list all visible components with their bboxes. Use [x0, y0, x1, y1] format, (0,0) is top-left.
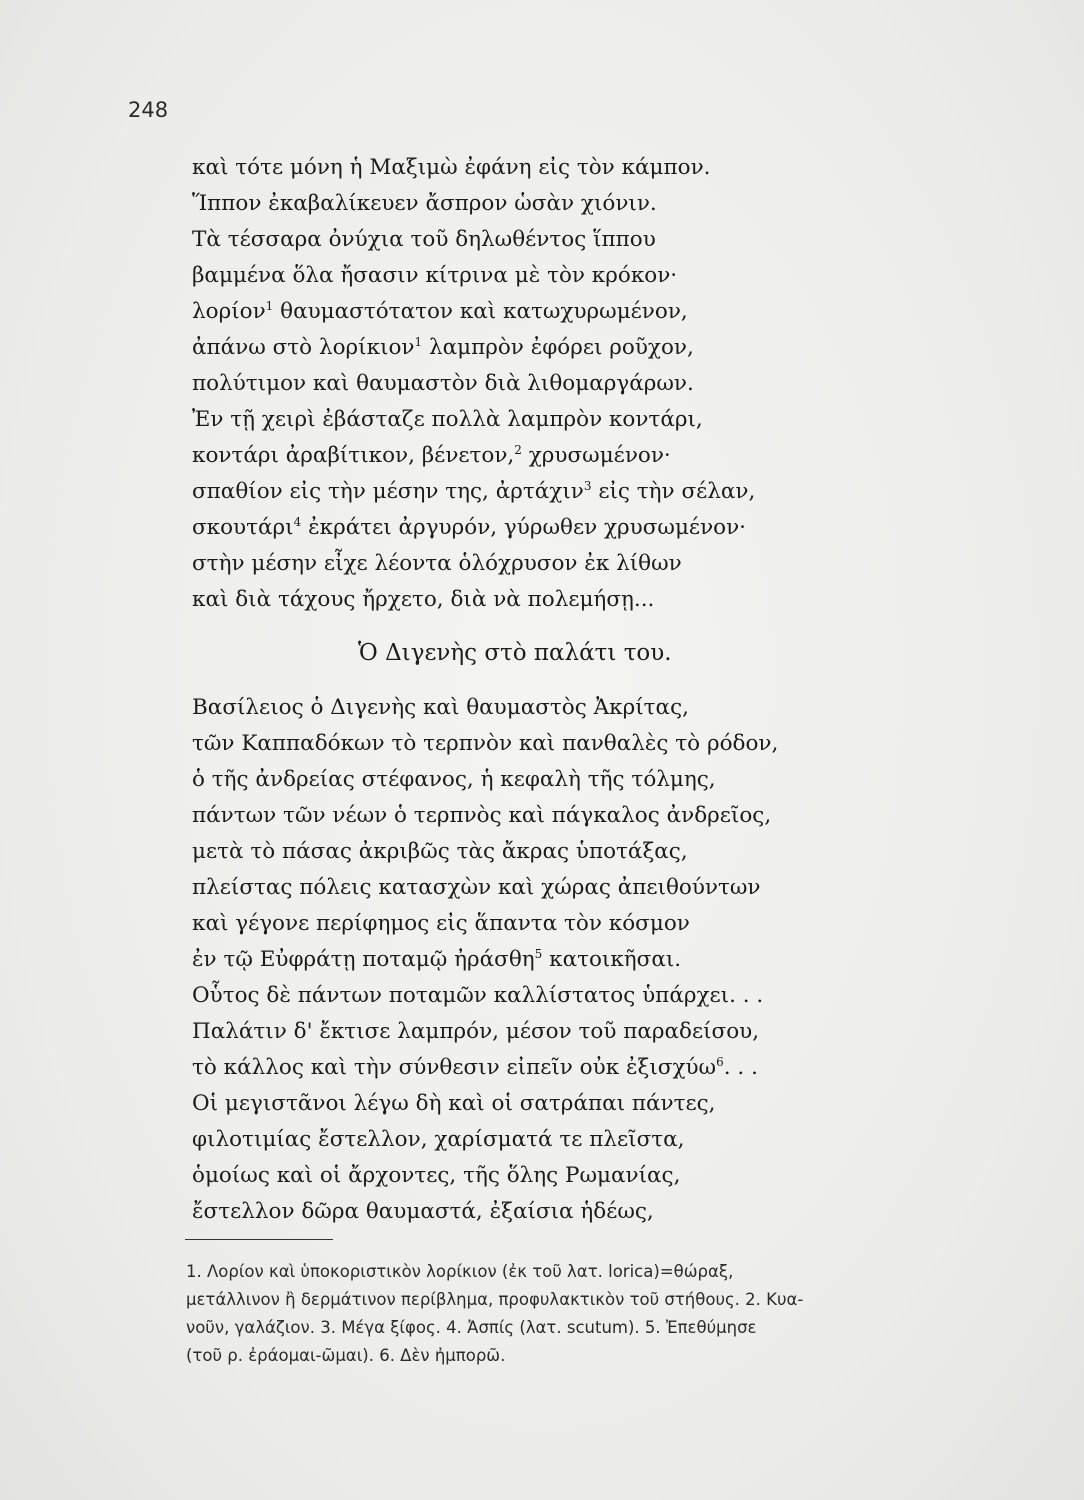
verse-line: ὁμοίως καὶ οἱ ἄρχοντες, τῆς ὅλης Ρωμανίας,: [192, 1163, 681, 1188]
verse-line: σπαθίον εἰς τὴν μέσην της, ἀρτάχιν$^3$ εἰς τὴν σέλαν,: [192, 478, 756, 504]
footnote-line: νοῦν, γαλάζιον. 3. Μέγα ξίφος. 4. Ἀσπίς (λατ. scutum). 5. Ἐπεθύμησε: [186, 1318, 757, 1337]
verse-line: βαμμένα ὅλα ἤσασιν κίτρινα μὲ τὸν κρόκον·: [192, 263, 678, 288]
verse-line: πλείστας πόλεις κατασχὼν καὶ χώρας ἀπειθούντων: [192, 875, 761, 900]
verse-stanza-2: [192, 690, 1012, 1230]
verse-line: Τὰ τέσσαρα ὀνύχια τοῦ δηλωθέντος ἵππου: [192, 227, 656, 252]
verse-line: μετὰ τὸ πάσας ἀκριβῶς τὰς ἄκρας ὑποτάξας,: [192, 839, 688, 864]
verse-line: σκουτάρι$^4$ ἐκράτει ἀργυρόν, γύρωθεν χρυσωμένον·: [192, 514, 746, 540]
verse-line: κοντάρι ἀραβίτικον, βένετον,$^2$ χρυσωμένον·: [192, 442, 671, 468]
footnote-marker: 1: [265, 298, 274, 313]
section-heading: Ὁ Διγενὴς στὸ παλάτι του.: [358, 640, 672, 666]
footnote-marker: 3: [583, 478, 592, 493]
verse-line: φιλοτιμίας ἔστελλον, χαρίσματά τε πλεῖστα,: [192, 1127, 685, 1152]
footnote-marker: 4: [293, 514, 302, 529]
verse-line: πολύτιμον καὶ θαυμαστὸν διὰ λιθομαργάρων.: [192, 371, 694, 396]
verse-line: Οἱ μεγιστᾶνοι λέγω δὴ καὶ οἱ σατράπαι πάντες,: [192, 1091, 716, 1116]
verse-line: στὴν μέσην εἶχε λέοντα ὁλόχρυσον ἐκ λίθων: [192, 551, 682, 576]
verse-line: τῶν Καππαδόκων τὸ τερπνὸν καὶ πανθαλὲς τὸ ρόδον,: [192, 731, 779, 756]
verse-line: Παλάτιν δ' ἔκτισε λαμπρόν, μέσον τοῦ παραδείσου,: [192, 1019, 760, 1044]
footnotes: [186, 1258, 1006, 1370]
verse-line: ὁ τῆς ἀνδρείας στέφανος, ἡ κεφαλὴ τῆς τόλμης,: [192, 767, 716, 792]
footnote-line: 1. Λορίον καὶ ὑποκοριστικὸν λορίκιον (ἐκ τοῦ λατ. lorica)=θώραξ,: [186, 1262, 734, 1281]
footnote-marker: 2: [514, 442, 522, 457]
verse-line: Ἐν τῇ χειρὶ ἐβάσταζε πολλὰ λαμπρὸν κοντάρι,: [192, 407, 703, 432]
verse-line: καὶ διὰ τάχους ἤρχετο, διὰ νὰ πολεμήσῃ...: [192, 587, 655, 612]
footnote-marker: 1: [414, 334, 423, 349]
verse-line: τὸ κάλλος καὶ τὴν σύνθεσιν εἰπεῖν οὐκ ἐξισχύω$^6$. . .: [192, 1054, 758, 1080]
verse-line: Οὗτος δὲ πάντων ποταμῶν καλλίστατος ὑπάρχει. . .: [192, 983, 764, 1008]
verse-line: ἀπάνω στὸ λορίκιον$^1$ λαμπρὸν ἐφόρει ροῦχον,: [192, 334, 694, 360]
footnote-marker: 5: [534, 946, 543, 961]
verse-line: πάντων τῶν νέων ὁ τερπνὸς καὶ πάγκαλος ἀνδρεῖος,: [192, 803, 772, 828]
verse-line: Ἵππον ἐκαβαλίκευεν ἄσπρον ὡσὰν χιόνιν.: [192, 191, 657, 216]
footnote-line: (τοῦ ρ. ἐράομαι-ῶμαι). 6. Δὲν ἠμπορῶ.: [186, 1346, 506, 1365]
verse-stanza-1: [192, 150, 1012, 618]
footnote-marker: 6: [716, 1054, 724, 1069]
verse-line: λορίον$^1$ θαυμαστότατον καὶ κατωχυρωμένον,: [192, 298, 688, 324]
verse-line: καὶ γέγονε περίφημος εἰς ἅπαντα τὸν κόσμον: [192, 911, 690, 936]
verse-line: Βασίλειος ὁ Διγενὴς καὶ θαυμαστὸς Ἀκρίτας,: [192, 695, 689, 720]
verse-line: ἐν τῷ Εὐφράτῃ ποταμῷ ἠράσθη$^5$ κατοικῆσαι.: [192, 946, 682, 972]
page-number: 248: [128, 98, 169, 122]
verse-line: καὶ τότε μόνη ἡ Μαξιμὼ ἐφάνη εἰς τὸν κάμπον.: [192, 155, 711, 180]
verse-line: ἔστελλον δῶρα θαυμαστά, ἐξαίσια ἡδέως,: [192, 1199, 654, 1224]
footnote-line: μετάλλινον ἢ δερμάτινον περίβλημα, προφυλακτικὸν τοῦ στήθους. 2. Κυα-: [186, 1290, 804, 1309]
footnote-rule: [185, 1239, 333, 1240]
